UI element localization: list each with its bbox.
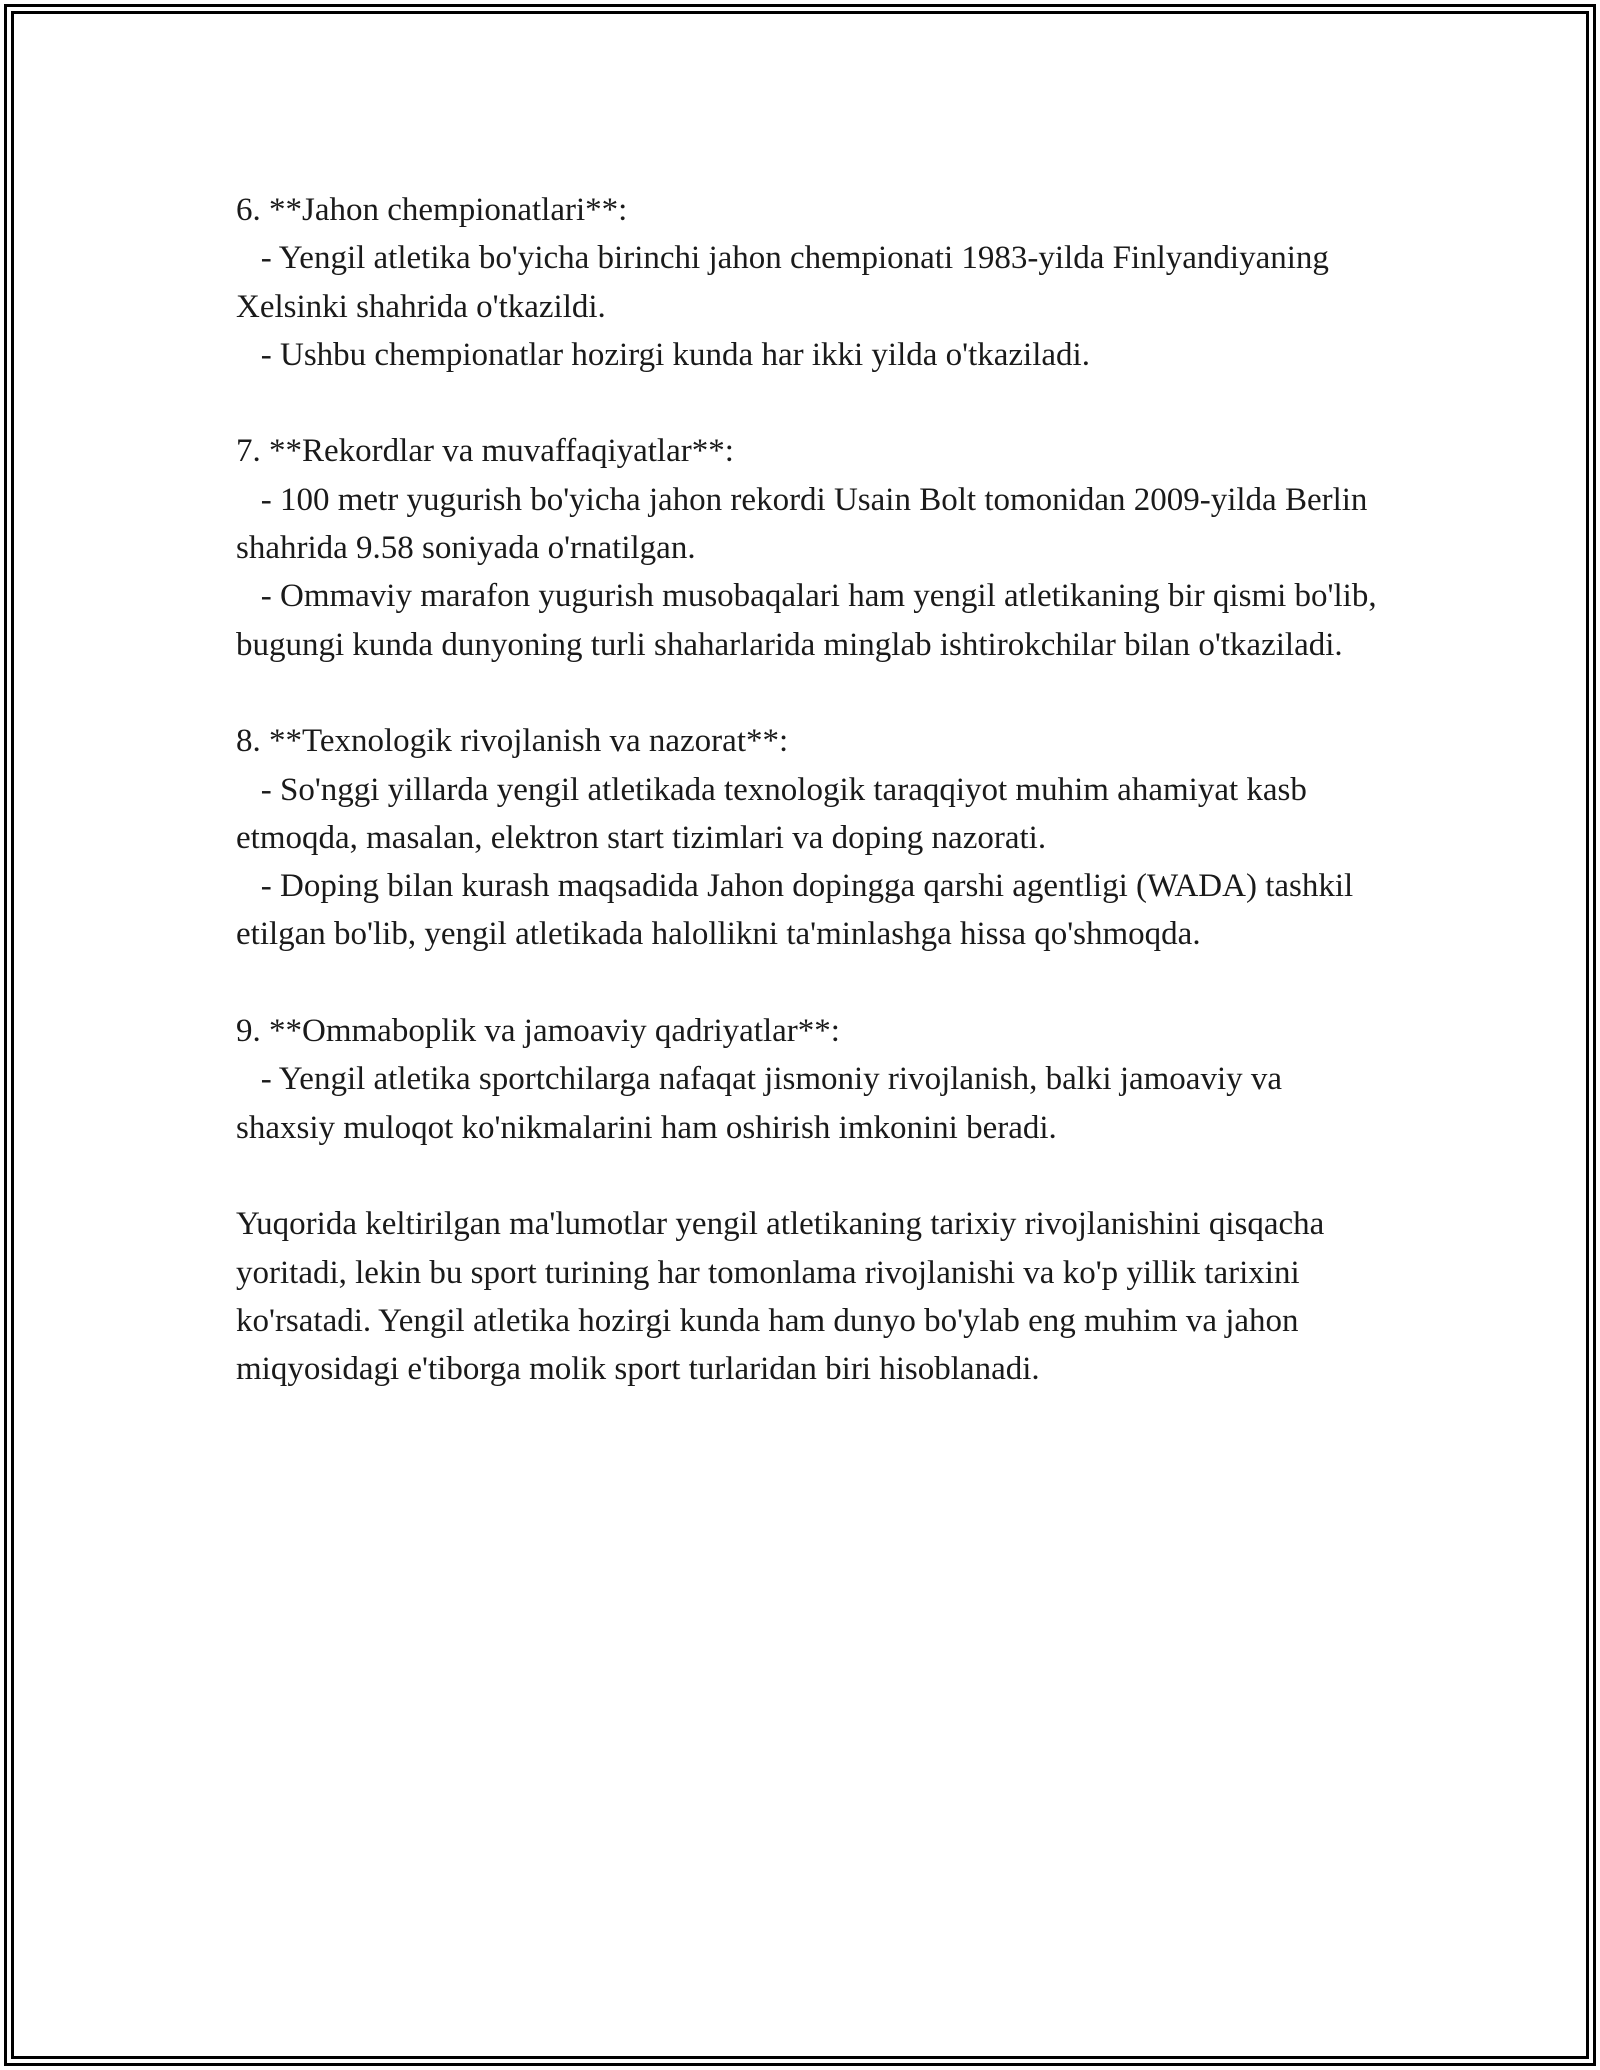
section-popularity bbox=[236, 1007, 1386, 1152]
section-world-championships bbox=[236, 186, 1386, 379]
bullet-item: - 100 metr yugurish bo'yicha jahon rekordi Usain Bolt tomonidan 2009-yilda Berlin shahrida 9.58 soniyada o'rnatilgan. bbox=[236, 481, 1376, 567]
conclusion-paragraph: Yuqorida keltirilgan ma'lumotlar yengil atletikaning tarixiy rivojlanishini qisqacha yoritadi, lekin bu sport turining har tomonlama rivojlanishi va ko'p yillik tarixini ko'rsatadi. Yengil atletika hozirgi kunda ham dunyo bo'ylab eng muhim va jahon miqyosidagi e'tiborga molik sport turlaridan biri hisoblanadi. bbox=[236, 1206, 1325, 1388]
section-technology bbox=[236, 717, 1386, 958]
bullet-item: - So'nggi yillarda yengil atletikada texnologik taraqqiyot muhim ahamiyat kasb etmoqda, masalan, elektron start tizimlari va doping nazorati. bbox=[236, 771, 1316, 856]
section-heading: 8. **Texnologik rivojlanish va nazorat**: bbox=[236, 723, 789, 760]
bullet-item: - Ommaviy marafon yugurish musobaqalari ham yengil atletikaning bir qismi bo'lib, bugungi kunda dunyoning turli shaharlarida minglab ishtirokchilar bilan o'tkaziladi. bbox=[236, 578, 1385, 663]
section-heading: 6. **Jahon chempionatlari**: bbox=[236, 192, 628, 228]
document-body bbox=[236, 186, 1386, 1393]
section-records bbox=[236, 427, 1386, 668]
section-heading: 9. **Ommaboplik va jamoaviy qadriyatlar**: bbox=[236, 1013, 840, 1050]
bullet-item: - Yengil atletika sportchilarga nafaqat jismoniy rivojlanish, balki jamoaviy va shaxsiy muloqot ko'nikmalarini ham oshirish imkonini beradi. bbox=[236, 1061, 1291, 1146]
bullet-item: - Ushbu chempionatlar hozirgi kunda har ikki yilda o'tkaziladi. bbox=[236, 336, 1090, 373]
bullet-item: - Doping bilan kurash maqsadida Jahon dopingga qarshi agentligi (WADA) tashkil etilgan bo'lib, yengil atletikada halollikni ta'minlashga hissa qo'shmoqda. bbox=[236, 868, 1362, 953]
bullet-item: - Yengil atletika bo'yicha birinchi jahon chempionati 1983-yilda Finlyandiyaning Xelsinki shahrida o'tkazildi. bbox=[236, 240, 1338, 325]
section-heading: 7. **Rekordlar va muvaffaqiyatlar**: bbox=[236, 433, 734, 470]
